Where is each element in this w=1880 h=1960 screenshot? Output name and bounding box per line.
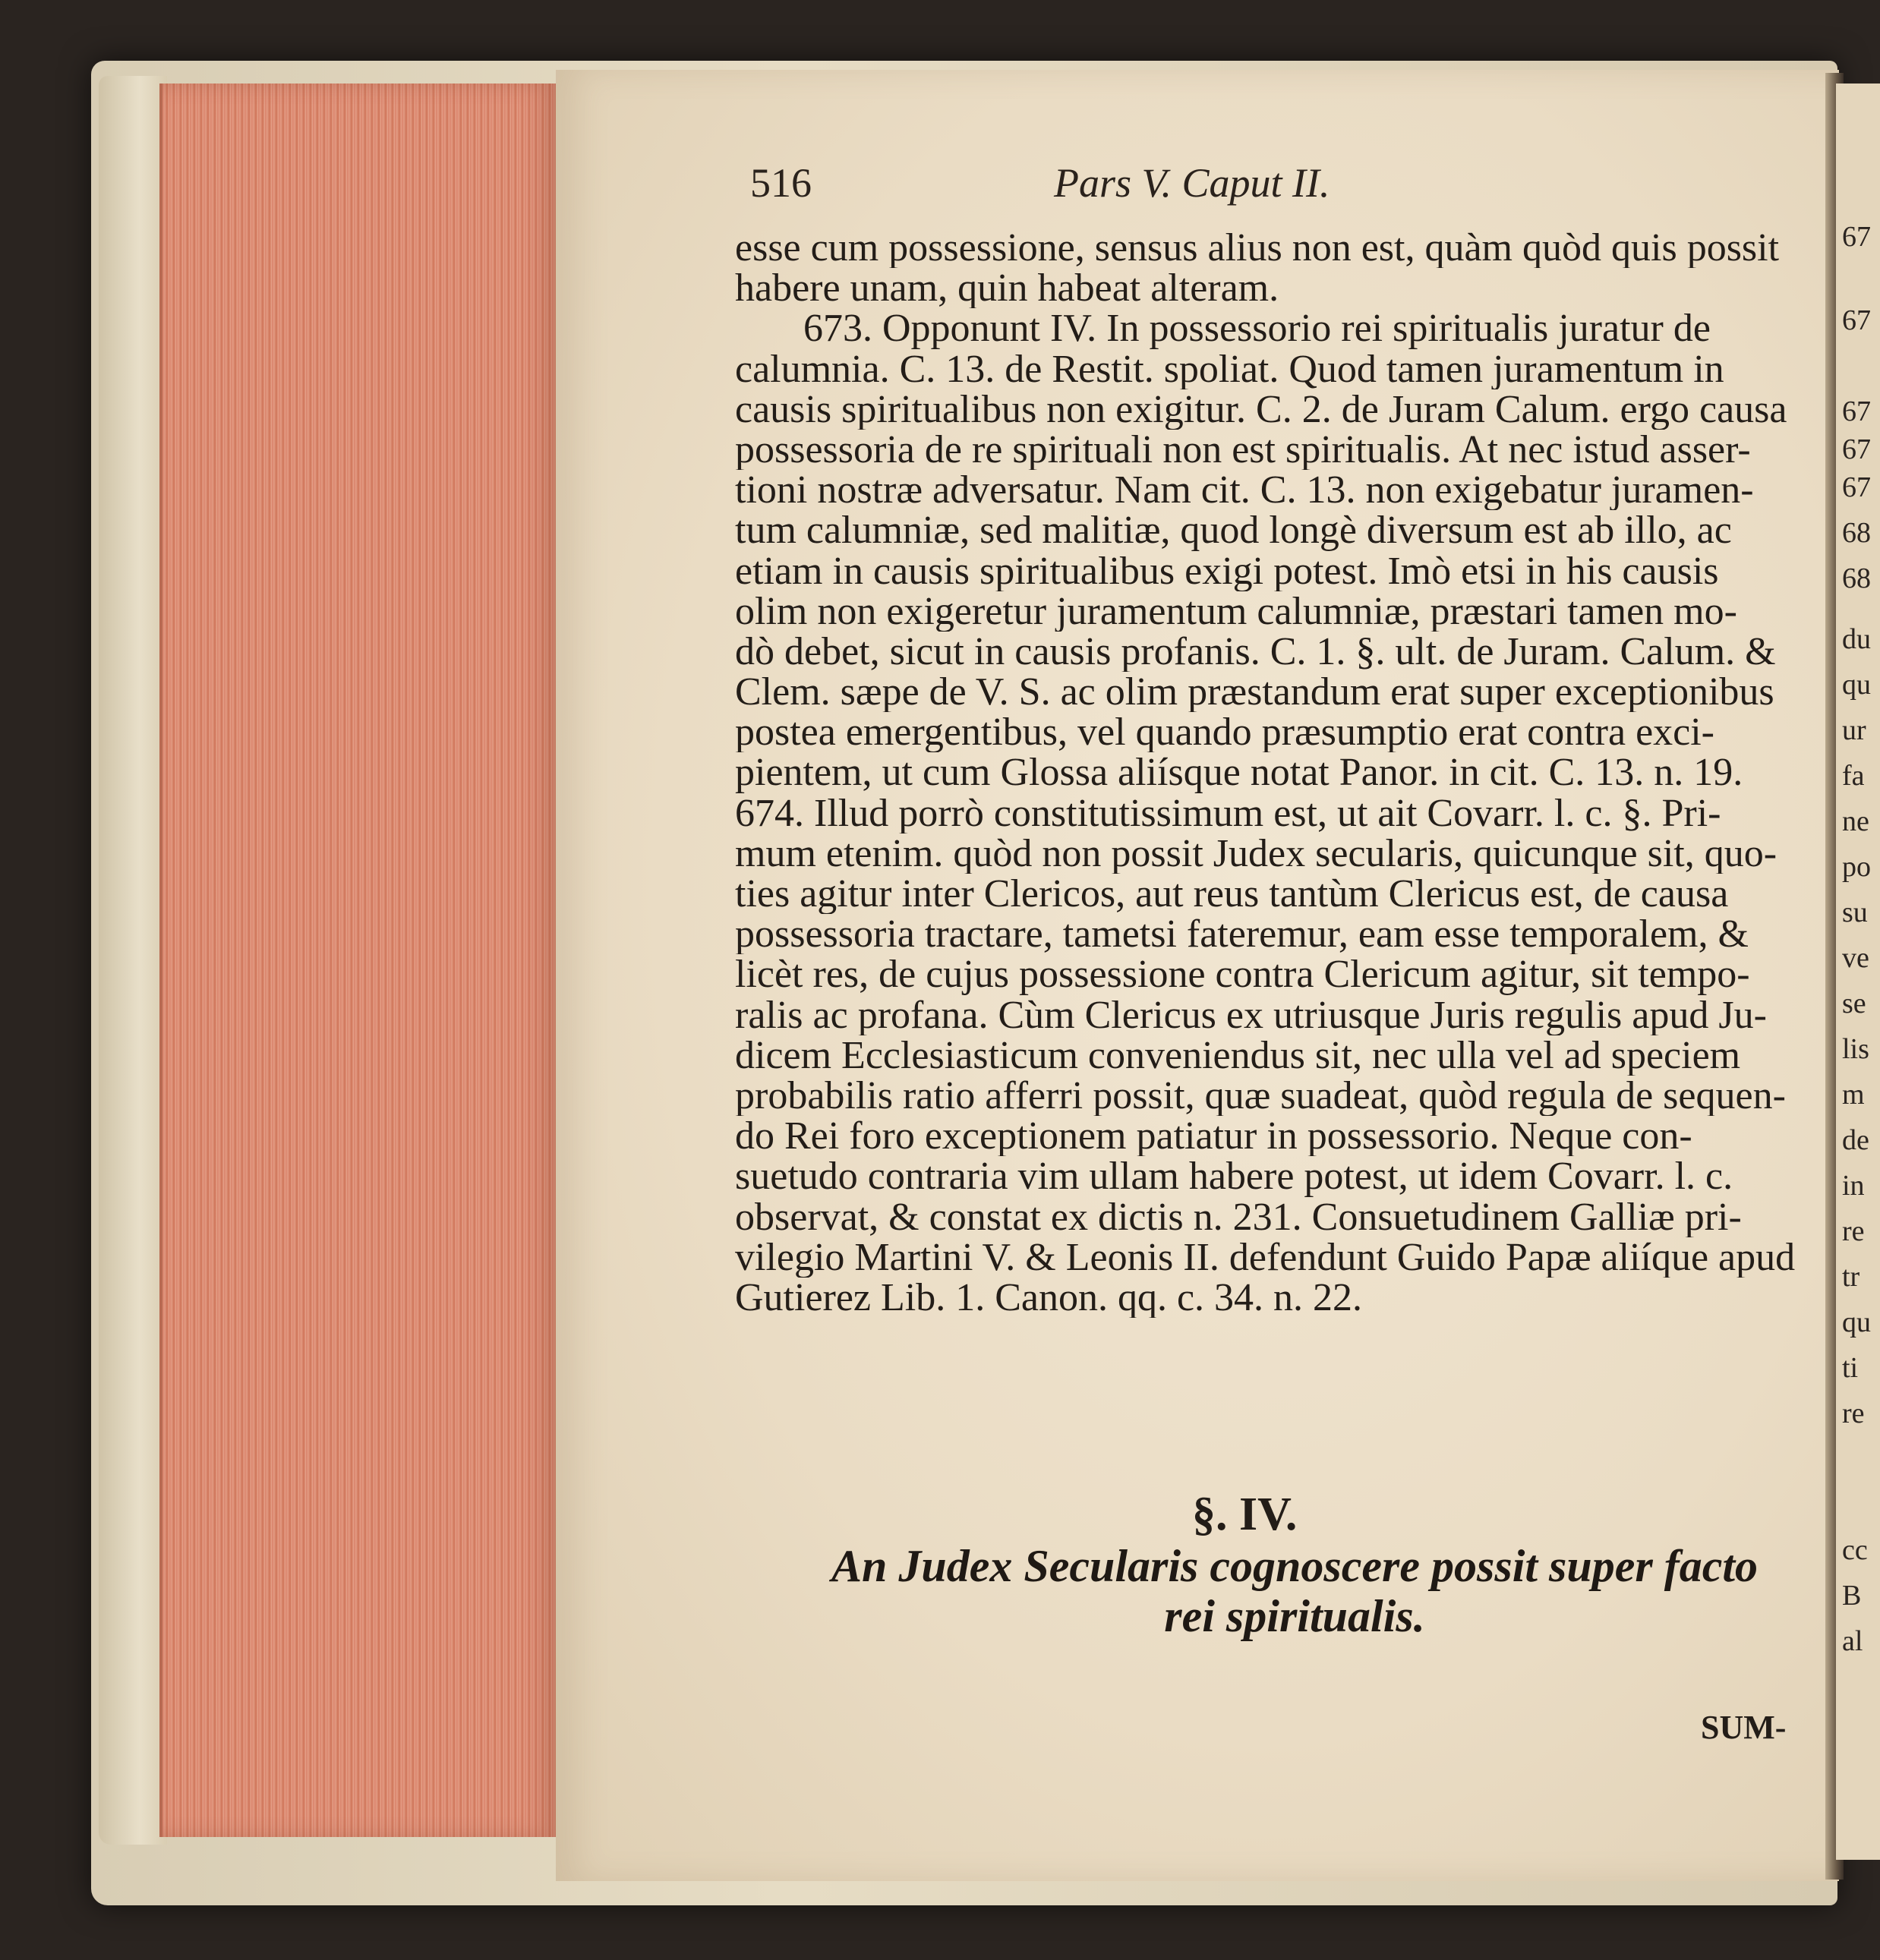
facing-page-fragment: de [1842,1124,1869,1156]
text-line: probabilis ratio afferri possit, quæ suadeat, quòd regula de sequen- [735,1075,1786,1117]
text-line: postea emergentibus, vel quando præsumptio erat contra exci- [735,712,1714,753]
text-line: possessoria de re spirituali non est spiritualis. At nec istud asser- [735,429,1751,471]
facing-page-fragment: du [1842,623,1871,655]
page-header [750,159,1707,213]
cover-fold [99,76,167,1845]
text-line: ralis ac profana. Cùm Clericus ex utriusque Juris regulis apud Ju- [735,994,1767,1035]
text-line: habere unam, quin habeat alteram. [735,268,1279,309]
facing-page-fragment: 67 [1842,221,1871,253]
text-line: Gutierez Lib. 1. Canon. qq. c. 34. n. 22. [735,1277,1363,1319]
text-line: do Rei foro exceptionem patiatur in possessorio. Neque con- [735,1116,1692,1157]
page-number: 516 [750,160,812,206]
text-line: mum etenim. quòd non possit Judex secularis, quicunque sit, quo- [735,833,1777,874]
section-mark: §. IV. [1192,1489,1298,1540]
facing-page-fragment: B [1842,1580,1862,1612]
text-line: 674. Illud porrò constitutissimum est, ut ait Covarr. l. c. §. Pri- [735,793,1721,833]
text-line: causis spiritualibus non exigitur. C. 2. de Juram Calum. ergo causa [735,389,1787,430]
text-line: pientem, ut cum Glossa aliísque notat Panor. in cit. C. 13. n. 19. [735,752,1743,793]
facing-page-fragment: ve [1842,942,1869,974]
facing-page-fragment: tr [1842,1261,1860,1293]
facing-page-fragment: 67 [1842,304,1871,336]
text-line: olim non exigeretur juramentum calumniæ, præstari tamen mo- [735,591,1737,632]
facing-page-fragment: 67 [1842,395,1871,427]
facing-page-fragment: se [1842,988,1866,1019]
text-line: ties agitur inter Clericos, aut reus tantùm Clericus est, de causa [735,874,1729,915]
facing-page-fragment: in [1842,1170,1865,1202]
text-line: vilegio Martini V. & Leonis II. defendunt Guido Papæ aliíque apud [735,1237,1796,1278]
facing-page-fragment: re [1842,1215,1865,1247]
page-edges [159,84,557,1837]
facing-page-fragment: qu [1842,669,1871,701]
facing-page-fragment: 67 [1842,471,1871,503]
facing-page-fragment: qu [1842,1306,1871,1338]
facing-page-fragment: m [1842,1079,1865,1111]
facing-page-fragment: al [1842,1625,1863,1657]
section-title-line-2: rei spiritualis. [1164,1591,1425,1641]
text-line: tioni nostræ adversatur. Nam cit. C. 13. non exigebatur juramen- [735,470,1754,511]
facing-page-fragment: po [1842,851,1871,883]
facing-page-fragment: 68 [1842,517,1871,549]
facing-page-fragment: cc [1842,1534,1868,1566]
text-line: licèt res, de cujus possessione contra Clericum agitur, sit tempo- [735,954,1750,995]
running-head: Pars V. Caput II. [1054,160,1330,206]
text-line: esse cum possessione, sensus alius non est, quàm quòd quis possit [735,228,1780,269]
text-line: suetudo contraria vim ullam habere potest, ut idem Covarr. l. c. [735,1156,1733,1197]
section-title [767,1541,1822,1641]
facing-page-fragment: ti [1842,1352,1859,1384]
text-line: observat, & constat ex dictis n. 231. Consuetudinem Galliæ pri- [735,1196,1742,1237]
body-text [735,228,1813,1318]
facing-page-fragment: su [1842,896,1868,928]
facing-page-fragment: 68 [1842,562,1871,594]
text-line: dicem Ecclesiasticum conveniendus sit, nec ulla vel ad speciem [735,1035,1741,1076]
facing-page-fragment: re [1842,1398,1865,1429]
text-line: possessoria tractare, tametsi fateremur, eam esse temporalem, & [735,914,1749,955]
text-line: Clem. sæpe de V. S. ac olim præstandum erat super exceptionibus [735,672,1774,713]
facing-page-fragment: ne [1842,805,1869,837]
text-line: tum calumniæ, sed malitiæ, quod longè diversum est ab illo, ac [735,510,1732,551]
recto-page-edge [1836,84,1880,1860]
text-line: calumnia. C. 13. de Restit. spoliat. Quod tamen juramentum in [735,348,1724,389]
facing-page-fragment: 67 [1842,433,1871,465]
text-line: 673. Opponunt IV. In possessorio rei spiritualis juratur de [803,308,1711,349]
facing-page-fragment: lis [1842,1033,1869,1065]
facing-page-fragment: fa [1842,760,1865,792]
section-title-line-1: An Judex Secularis cognoscere possit super facto [831,1541,1759,1591]
catchword: SUM- [1701,1709,1787,1746]
facing-page-fragment: ur [1842,714,1866,746]
text-line: dò debet, sicut in causis profanis. C. 1. §. ult. de Juram. Calum. & [735,631,1776,673]
text-line: etiam in causis spiritualibus exigi potest. Imò etsi in his causis [735,550,1719,591]
